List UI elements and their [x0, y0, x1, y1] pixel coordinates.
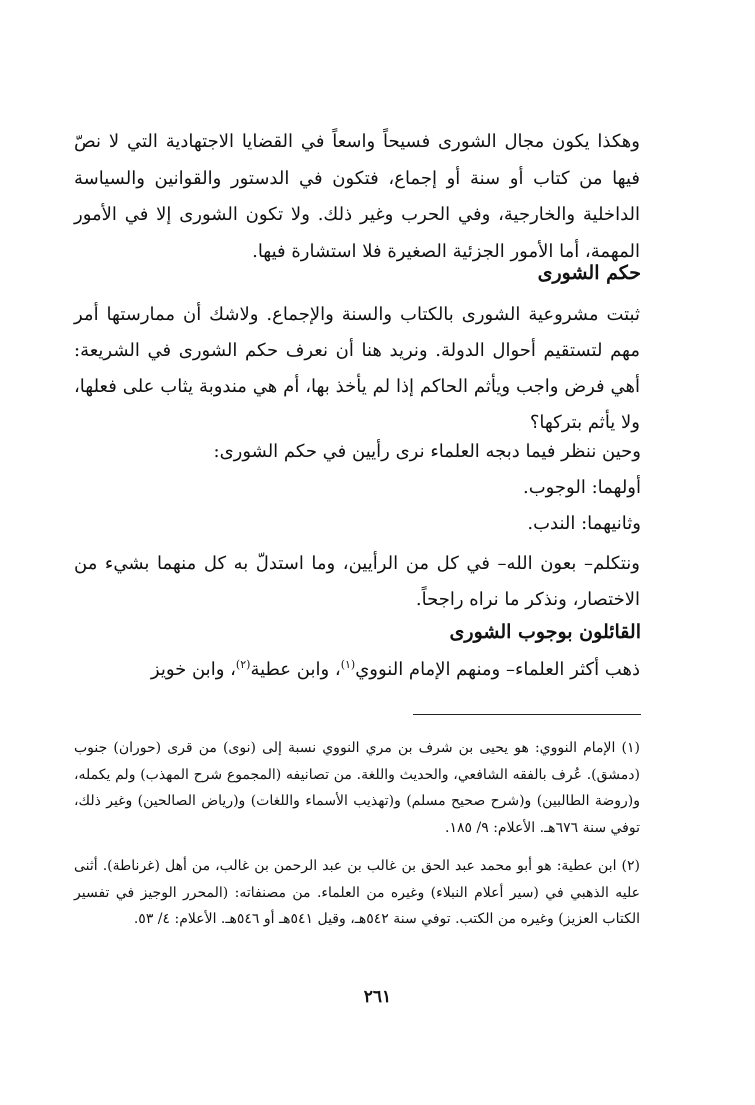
footnote-ref-1: (١)	[340, 658, 356, 671]
footnote-ibn-atiyya: (٢) ابن عطية: هو أبو محمد عبد الحق بن غالب بن عبد الرحمن بن غالب، من أهل (غرناطة). أثنى عليه الذهبي في (سير أعلام النبلاء) وغيره من العلماء. من مصنفاته: (المحرر الوجيز في تفسير الكتاب العزيز) وغيره من الكتب. توفي سنة ٥٤٢هـ، وقيل ٥٤١هـ أو ٥٤٦هـ. الأعلام: ٤/ ٥٣.	[74, 858, 640, 927]
section-heading-shura-ruling: حكم الشورى	[537, 262, 641, 284]
section-heading-obligation-view: القائلون بوجوب الشورى	[449, 621, 641, 643]
text-run: ، وابن خويز	[150, 659, 236, 680]
paragraph-shura-legitimacy: ثبتت مشروعية الشورى بالكتاب والسنة والإجماع. ولاشك أن ممارستها أمر مهم لتستقيم أحوال الدولة. ونريد هنا أن نعرف حكم الشورى في الشريعة: أهي فرض واجب ويأثم الحاكم إذا لم يأخذ بها، أم هي مندوبة يثاب على فعلها، ولا يأثم بتركها؟	[74, 304, 640, 433]
page-number: ٢٦١	[363, 987, 392, 1007]
footnote-separator	[413, 714, 641, 715]
text-run: ، وابن عطية	[250, 659, 341, 680]
paragraph-discussion-intro: ونتكلم– بعون الله– في كل من الرأيين، وما استدلّ به كل منهما بشيء من الاختصار، ونذكر ما نراه راجحاً.	[74, 553, 640, 610]
text-run: ذهب أكثر العلماء– ومنهم الإمام النووي	[355, 659, 640, 680]
paragraph-two-opinions: وحين ننظر فيما دبجه العلماء نرى رأيين في حكم الشورى:	[213, 441, 641, 462]
footnote-nawawi: (١) الإمام النووي: هو يحيى بن شرف بن مري النووي نسبة إلى (نوى) من قرى (حوران) جنوب (دمشق). عُرف بالفقه الشافعي، والحديث واللغة. من تصانيفه (المجموع شرح المهذب) ولم يكمله، و(روضة الطالبين) و(شرح صحيح مسلم) و(تهذيب الأسماء واللغات) و(رياض الصالحين) وغير ذلك، توفي سنة ٦٧٦هـ. الأعلام: ٩/ ١٨٥.	[74, 740, 640, 836]
paragraph-shura-scope: وهكذا يكون مجال الشورى فسيحاً واسعاً في القضايا الاجتهادية التي لا نصّ فيها من كتاب أو سنة أو إجماع، فتكون في الدستور والقوانين والسياسة الداخلية والخارجية، وفي الحرب وغير ذلك. ولا تكون الشورى إلا في الأمور المهمة، أما الأمور الجزئية الصغيرة فلا استشارة فيها.	[74, 131, 640, 262]
footnote-ref-2: (٢)	[235, 658, 251, 671]
paragraph-scholars-view	[74, 647, 640, 688]
opinion-one: أولهما: الوجوب.	[522, 477, 641, 498]
opinion-two: وثانيهما: الندب.	[527, 513, 641, 534]
